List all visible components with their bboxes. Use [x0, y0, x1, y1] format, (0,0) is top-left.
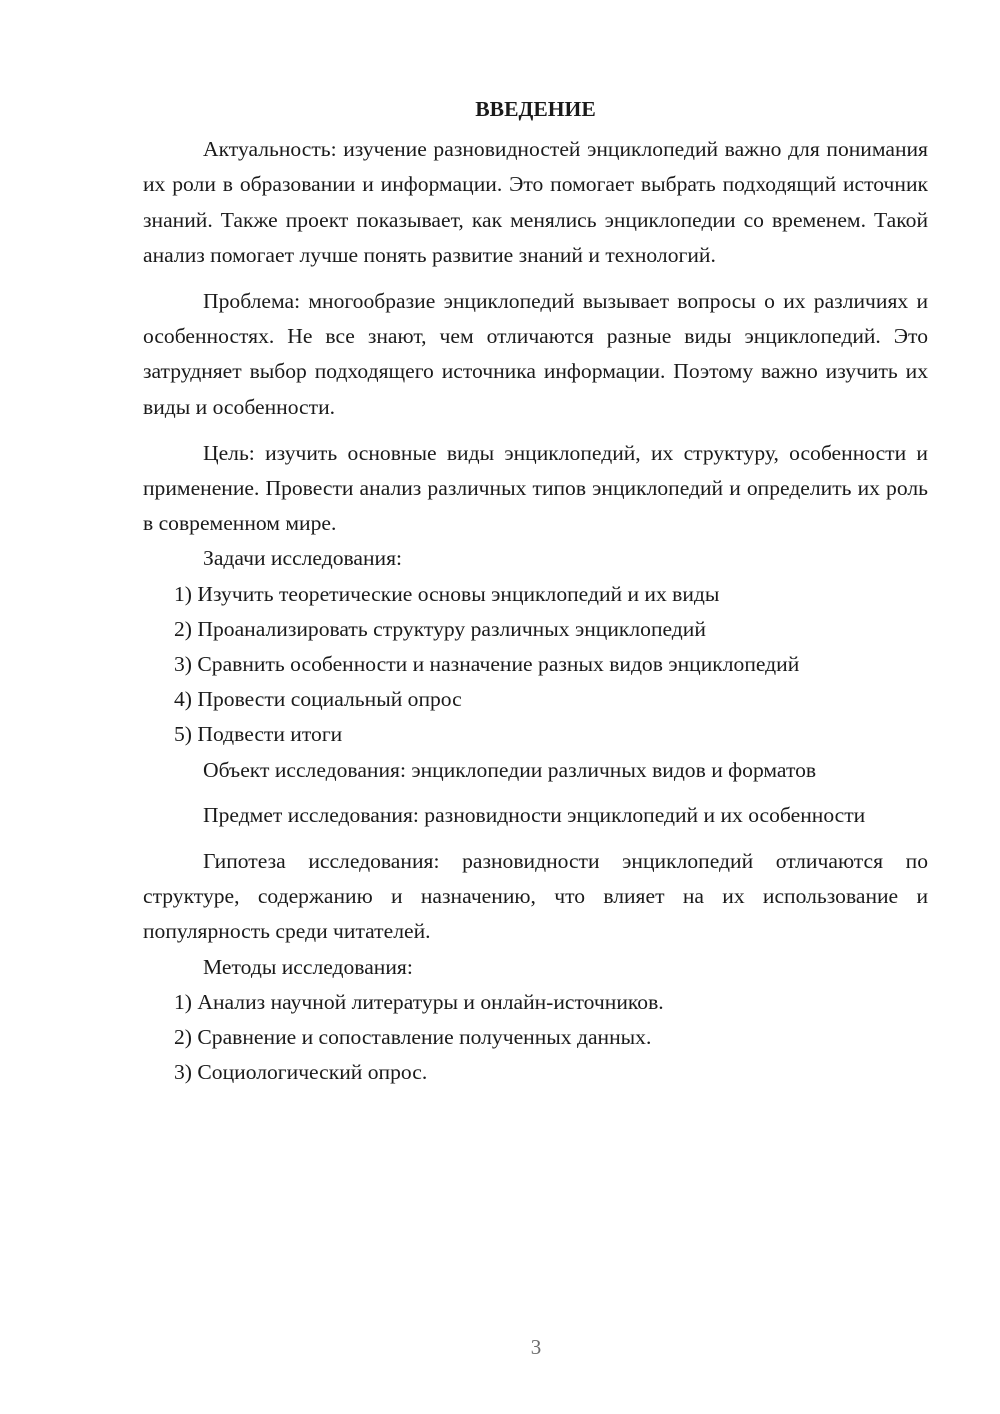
task-item: 3) Сравнить особенности и назначение разных видов энциклопедий: [174, 652, 800, 677]
methods-heading: Методы исследования:: [203, 954, 413, 979]
page-content: [143, 92, 928, 1090]
object-line: Объект исследования: энциклопедии различных видов и форматов: [203, 757, 817, 782]
method-item: 3) Социологический опрос.: [174, 1060, 428, 1085]
method-item: 1) Анализ научной литературы и онлайн-источников.: [174, 989, 664, 1014]
problem-paragraph: Проблема: многообразие энциклопедий вызывает вопросы о их различиях и особенностях. Не все знают, чем отличаются разные виды энциклопедий. Это затрудняет выбор подходящего источника информации. Поэтому важно изучить их виды и особенности.: [143, 289, 928, 419]
subject-paragraph: Предмет исследования: разновидности энциклопедий и их особенности: [203, 802, 866, 827]
task-item: 1) Изучить теоретические основы энциклопедий и их виды: [174, 581, 720, 606]
task-item: 4) Провести социальный опрос: [174, 687, 462, 712]
hypothesis-paragraph: Гипотеза исследования: разновидности энциклопедий отличаются по структуре, содержанию и назначению, что влияет на их использование и популярность среди читателей.: [143, 849, 928, 944]
tasks-heading: Задачи исследования:: [203, 546, 403, 571]
page-number: 3: [530, 1335, 542, 1359]
method-item: 2) Сравнение и сопоставление полученных данных.: [174, 1025, 652, 1050]
task-item: 2) Проанализировать структуру различных энциклопедий: [174, 616, 706, 641]
goal-paragraph: Цель: изучить основные виды энциклопедий, их структуру, особенности и применение. Провести анализ различных типов энциклопедий и определить их роль в современном мире.: [143, 440, 928, 536]
page-title: ВВЕДЕНИЕ: [475, 97, 596, 121]
relevance-paragraph: Актуальность: изучение разновидностей энциклопедий важно для понимания их роли в образовании и информации. Это помогает выбрать подходящий источник знаний. Также проект показывает, как менялись энциклопедии со временем. Такой анализ помогает лучше понять развитие знаний и технологий.: [143, 137, 928, 267]
task-item: 5) Подвести итоги: [174, 722, 343, 747]
